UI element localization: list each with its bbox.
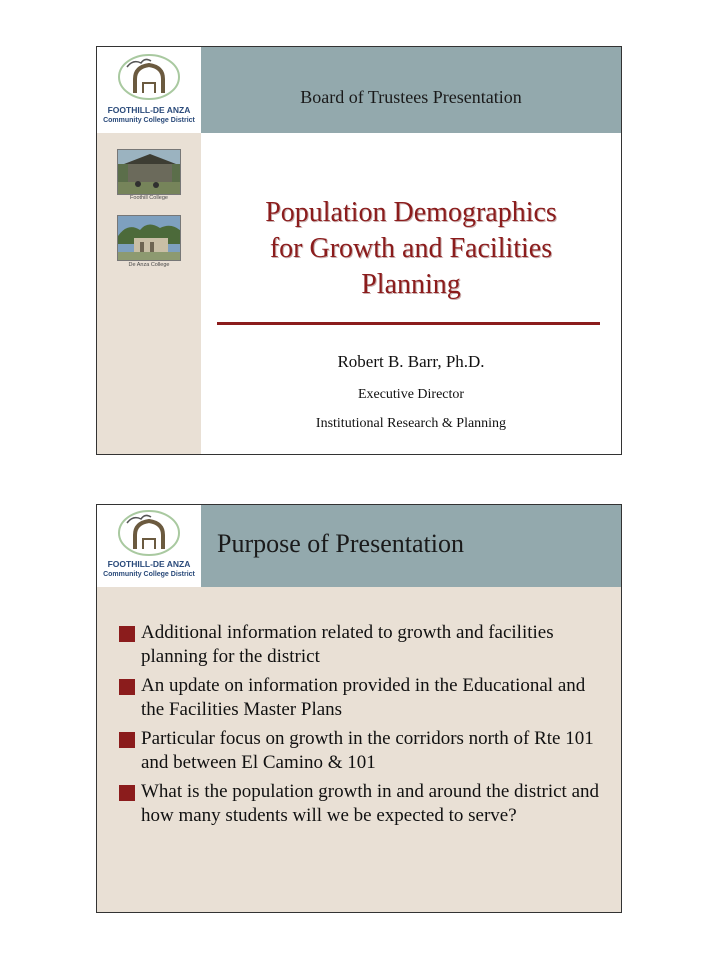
logo-line-2: Community College District: [103, 117, 195, 124]
purpose-slide: [96, 504, 622, 913]
foothill-photo: [117, 149, 181, 195]
header-bar: [201, 505, 621, 587]
bullet-square-icon: [119, 626, 135, 642]
de-anza-caption: De Anza College: [128, 262, 170, 268]
title-line-3: Planning: [361, 269, 461, 300]
sidebar: [97, 47, 201, 454]
title-divider: [217, 322, 600, 325]
presentation-header: Board of Trustees Presentation: [300, 87, 522, 107]
de-anza-photo: [117, 215, 181, 261]
slide-heading: Purpose of Presentation: [217, 529, 464, 558]
district-logo: [97, 505, 201, 587]
foothill-caption: Foothill College: [130, 195, 168, 201]
bullet-list: [119, 621, 599, 833]
author-role: Executive Director: [357, 387, 465, 402]
list-item: What is the population growth in and around the district and how many students will we be expected to serve?: [119, 780, 599, 828]
author-name: Robert B. Barr, Ph.D.: [337, 352, 485, 371]
list-item: Particular focus on growth in the corridors north of Rte 101 and between El Camino & 101: [119, 727, 599, 775]
title-line-2: for Growth and Facilities: [269, 233, 553, 264]
oak-tree-logo-icon: [115, 53, 183, 103]
logo-line-1: FOOTHILL-DE ANZA: [107, 559, 191, 569]
logo-line-2: Community College District: [103, 571, 195, 578]
bullet-square-icon: [119, 732, 135, 748]
slide-title: [201, 195, 621, 303]
list-item: Additional information related to growth and facilities planning for the district: [119, 621, 599, 669]
header-bar: [201, 47, 621, 133]
title-line-1: Population Demographics: [265, 197, 557, 228]
bullet-square-icon: [119, 679, 135, 695]
logo-line-1: FOOTHILL-DE ANZA: [107, 105, 191, 115]
author-department: Institutional Research & Planning: [315, 416, 507, 431]
district-logo: [97, 47, 201, 133]
oak-tree-logo-icon: [115, 509, 183, 559]
bullet-square-icon: [119, 785, 135, 801]
title-slide: [96, 46, 622, 455]
list-item: An update on information provided in the Educational and the Facilities Master Plans: [119, 674, 599, 722]
